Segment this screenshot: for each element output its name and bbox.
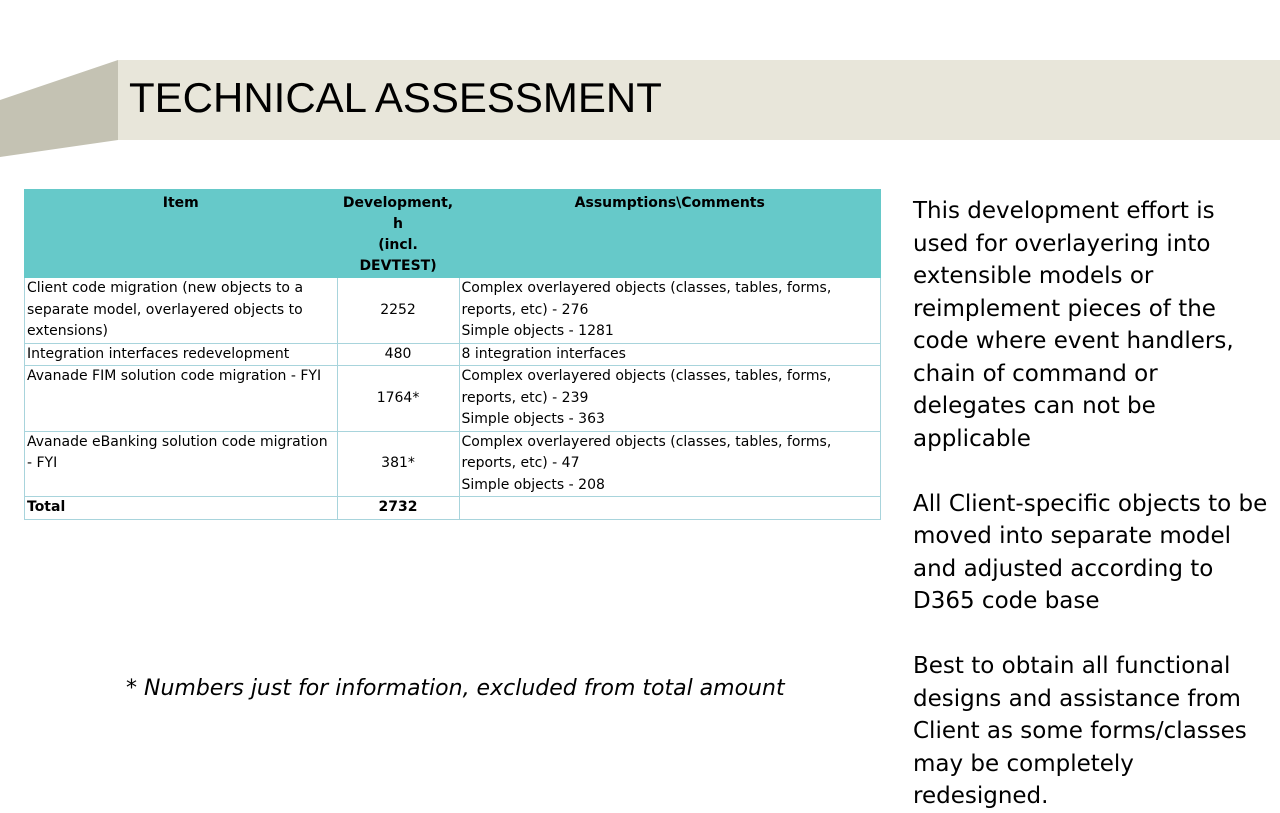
row-development-hours: 381*: [337, 431, 459, 497]
row-development-hours: 480: [337, 343, 459, 366]
page-title: TECHNICAL ASSESSMENT: [129, 74, 662, 121]
row-comments: [459, 431, 880, 497]
comment-line: Complex overlayered objects (classes, tables, forms, reports, etc) - 276: [461, 280, 832, 318]
total-comments: [459, 497, 880, 520]
row-comments: [459, 343, 880, 366]
row-development-hours: 2252: [337, 278, 459, 344]
row-development-hours: 1764*: [337, 366, 459, 432]
comment-line: Complex overlayered objects (classes, tables, forms, reports, etc) - 239: [461, 368, 832, 406]
row-item: Client code migration (new objects to a separate model, overlayered objects to extensions): [25, 278, 338, 344]
row-item: Integration interfaces redevelopment: [25, 343, 338, 366]
header-development: [337, 190, 459, 278]
table-header-row: [25, 190, 881, 278]
header-development-line2: (incl. DEVTEST): [359, 237, 437, 274]
notes-panel: [913, 195, 1275, 813]
row-item: Avanade eBanking solution code migration - FYI: [25, 431, 338, 497]
assessment-table: [24, 189, 881, 520]
header-item: Item: [25, 190, 338, 278]
note-paragraph: This development effort is used for overlayering into extensible models or reimplement pieces of the code where event handlers, chain of command or delegates can not be applicable: [913, 198, 1234, 452]
row-comments: [459, 278, 880, 344]
comment-line: Complex overlayered objects (classes, tables, forms, reports, etc) - 47: [461, 433, 832, 471]
table-total-row: [25, 497, 881, 520]
note-paragraph: Best to obtain all functional designs and assistance from Client as some forms/classes may be completely redesigned.: [913, 653, 1247, 809]
table-row: [25, 366, 881, 432]
table-row: [25, 278, 881, 344]
total-value: 2732: [337, 497, 459, 520]
table-row: [25, 431, 881, 497]
comment-line: Simple objects - 363: [461, 411, 605, 427]
comment-line: 8 integration interfaces: [461, 345, 626, 362]
header-assumptions: Assumptions\Comments: [459, 190, 880, 278]
footnote: * Numbers just for information, excluded from total amount: [126, 676, 785, 701]
table-row: [25, 343, 881, 366]
comment-line: Simple objects - 1281: [461, 323, 614, 339]
banner-wedge: [0, 60, 118, 157]
total-label: Total: [25, 497, 338, 520]
note-paragraph: All Client-specific objects to be moved into separate model and adjusted according to D365 code base: [913, 490, 1268, 614]
row-item: Avanade FIM solution code migration - FYI: [25, 366, 338, 432]
header-development-line1: Development, h: [342, 195, 454, 232]
comment-line: Simple objects - 208: [461, 476, 605, 493]
row-comments: [459, 366, 880, 432]
